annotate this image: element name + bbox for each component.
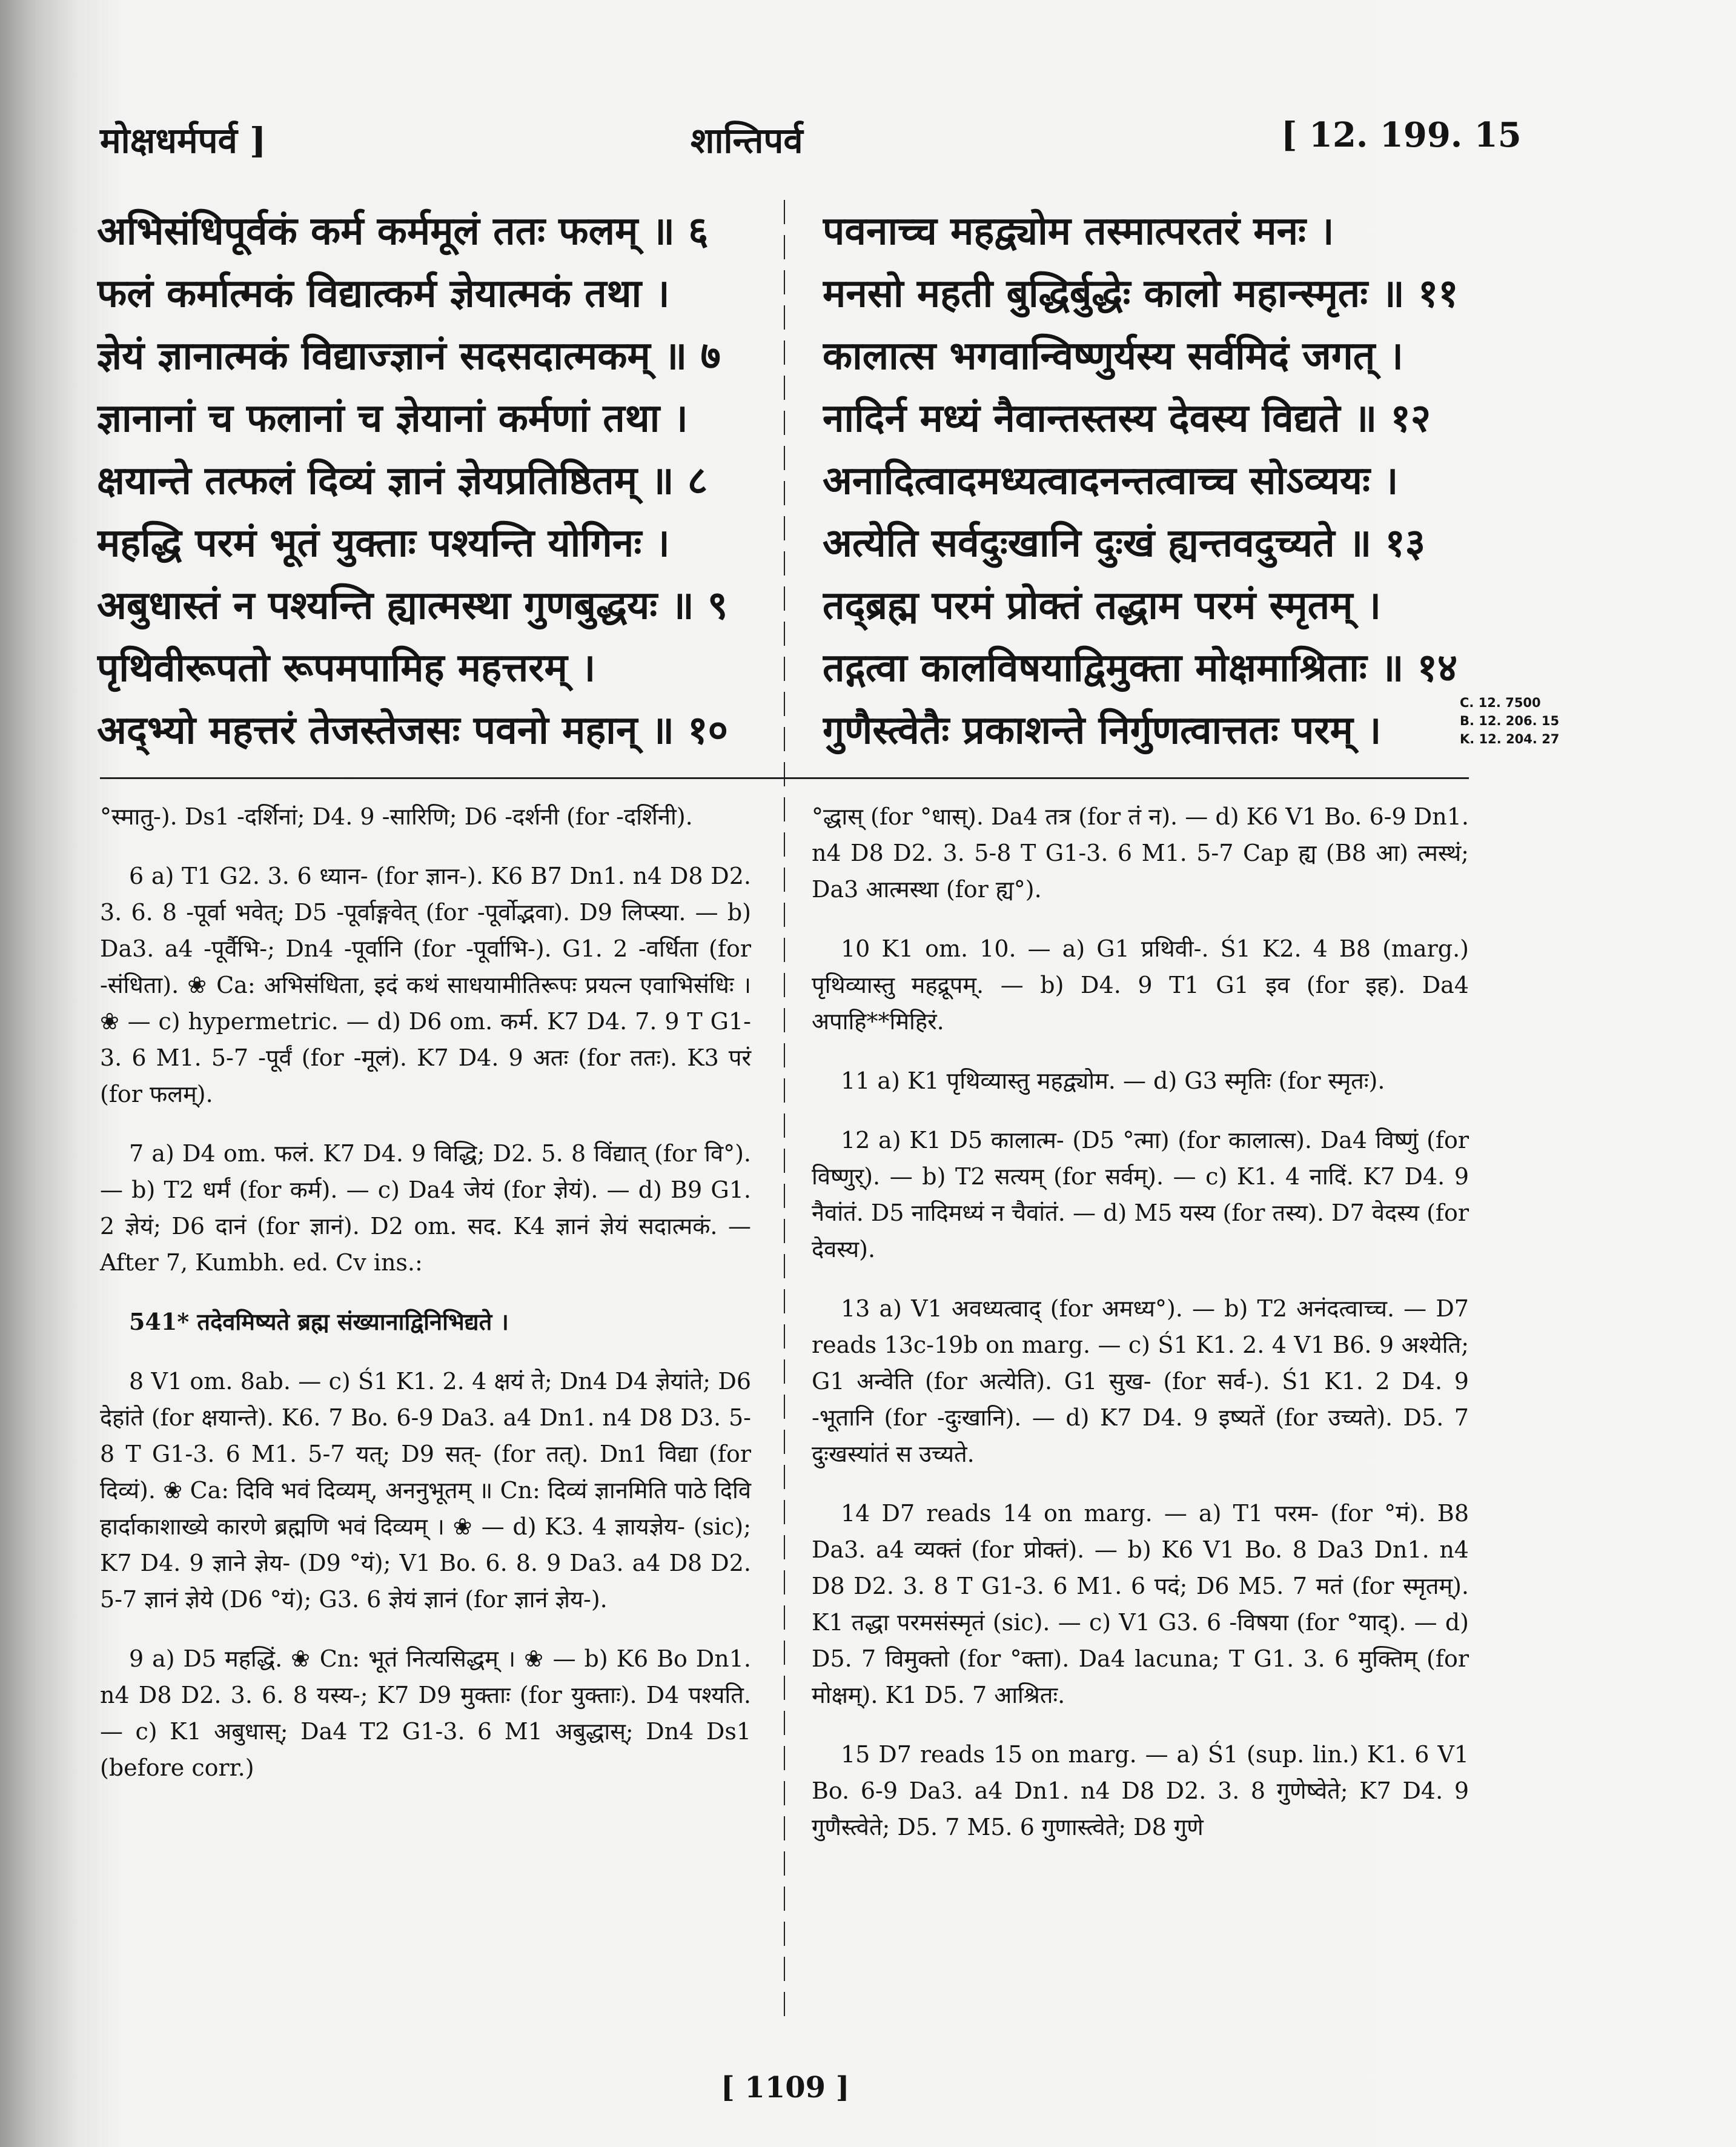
critical-apparatus-right	[812, 798, 1469, 1868]
verse-column-left	[97, 200, 781, 762]
running-head-reference: [ 12. 199. 15	[1281, 115, 1522, 155]
verse-line: तद्ब्रह्म परमं प्रोक्तं तद्धाम परमं स्मृतम् ।	[823, 583, 1381, 628]
apparatus-note: 11 a) K1 पृथिव्यास्तु महद्व्योम. — d) G3 स्मृतिः (for स्मृतः).	[841, 1067, 1385, 1094]
apparatus-note: 13 a) V1 अवध्यत्वाद् (for अमध्य°). — b) T2 अनंदत्वाच्च. — D7 reads 13c-19b on marg. — c) Ś1 K1. 2. 4 V1 B6. 9 अश्येति; G1 अन्वेति (for अत्येति). G1 सुख- (for सर्व-). Ś1 K1. 2 D4. 9 -भूतानि (for -दुःखानि). — d) K7 D4. 9 इष्यतें (for उच्यते). D5. 7 दुःखस्यांतं स उच्यते.	[812, 1295, 1469, 1467]
verse-line: फलं कर्मात्मकं विद्यात्कर्म ज्ञेयात्मकं तथा ।	[97, 271, 670, 316]
verse-column-right	[823, 200, 1465, 762]
concordance-references	[1460, 694, 1559, 748]
running-head-left: मोक्षधर्मपर्व ]	[100, 120, 267, 161]
additional-passage: 541* तदेवमिष्यते ब्रह्म संख्यानाद्विनिभिद्यते ।	[129, 1308, 509, 1335]
verse-line: तद्गत्वा कालविषयाद्विमुक्ता मोक्षमाश्रिताः ॥ १४	[823, 645, 1458, 691]
column-divider	[784, 200, 785, 2023]
verse-line: महद्धि परमं भूतं युक्ताः पश्यन्ति योगिनः ।	[97, 520, 670, 566]
apparatus-rule	[100, 777, 1469, 779]
verse-line: ज्ञानानां च फलानां च ज्ञेयानां कर्मणां तथा ।	[97, 396, 688, 441]
verse-line: गुणैस्त्वेतैः प्रकाशन्ते निर्गुणत्वात्ततः परम् ।	[823, 708, 1382, 753]
apparatus-note: °द्धास् (for °धास्). Da4 तत्र (for तं न). — d) K6 V1 Bo. 6-9 Dn1. n4 D8 D2. 3. 5-8 T G1-3. 6 M1. 5-7 Cap ह्य (B8 आ) त्मस्थं; Da3 आत्मस्था (for ह्य°).	[812, 803, 1469, 903]
apparatus-note: 10 K1 om. 10. — a) G1 प्रथिवी-. Ś1 K2. 4 B8 (marg.) पृथिव्यास्तु महद्रूपम्. — b) D4. 9 T1 G1 इव (for इह). Da4 अपाहि**मिहिरं.	[812, 935, 1469, 1035]
verse-line: कालात्स भगवान्विष्णुर्यस्य सर्वमिदं जगत् ।	[823, 333, 1403, 379]
verse-line: अभिसंधिपूर्वकं कर्म कर्ममूलं ततः फलम् ॥ ६	[97, 208, 709, 254]
page-number: [ 1109 ]	[721, 2071, 850, 2105]
apparatus-note: 7 a) D4 om. फलं. K7 D4. 9 विद्धि; D2. 5. 8 विंद्यात् (for वि°). — b) T2 धर्मं (for कर्म). — c) Da4 जेयं (for ज्ञेयं). — d) B9 G1. 2 ज्ञेयं; D6 दानं (for ज्ञानं). D2 om. सद. K4 ज्ञानं ज्ञेयं सदात्मकं. — After 7, Kumbh. ed. Cv ins.:	[100, 1140, 751, 1276]
verse-line: ज्ञेयं ज्ञानात्मकं विद्याज्ज्ञानं सदसदात्मकम् ॥ ७	[97, 333, 721, 379]
verse-line: मनसो महती बुद्धिर्बुद्धेः कालो महान्स्मृतः ॥ ११	[823, 271, 1459, 316]
verse-line: पवनाच्च महद्व्योम तस्मात्परतरं मनः ।	[823, 208, 1334, 254]
concordance-line: K. 12. 204. 27	[1460, 732, 1560, 746]
apparatus-note: 12 a) K1 D5 कालात्म- (D5 °त्मा) (for कालात्स). Da4 विष्णुं (for विष्णुर्). — b) T2 सत्यम् (for सर्वम्). — c) K1. 4 नादिं. K7 D4. 9 नैवांतं. D5 नादिमध्यं न चैवांतं. — d) M5 यस्य (for तस्य). D7 वेदस्य (for देवस्य).	[812, 1127, 1469, 1263]
critical-apparatus-left	[100, 798, 751, 1809]
verse-line: पृथिवीरूपतो रूपमपामिह महत्तरम् ।	[97, 645, 596, 691]
concordance-line: C. 12. 7500	[1460, 695, 1541, 710]
apparatus-note: 14 D7 reads 14 on marg. — a) T1 परम- (for °मं). B8 Da3. a4 व्यक्तं (for प्रोक्तं). — b) K6 V1 Bo. 8 Da3 Dn1. n4 D8 D2. 3. 8 T G1-3. 6 M1. 6 पदं; D6 M5. 7 मतं (for स्मृतम्). K1 तद्धा परमसंस्मृतं (sic). — c) V1 G3. 6 -विषया (for °याद्). — d) D5. 7 विमुक्तो (for °क्ता). Da4 lacuna; T G1. 3. 6 मुक्तिम् (for मोक्षम्). K1 D5. 7 आश्रितः.	[812, 1500, 1469, 1708]
apparatus-note: 8 V1 om. 8ab. — c) Ś1 K1. 2. 4 क्षयं ते; Dn4 D4 ज्ञेयांते; D6 देहांते (for क्षयान्ते). K6. 7 Bo. 6-9 Da3. a4 Dn1. n4 D8 D3. 5-8 T G1-3. 6 M1. 5-7 यत्; D9 सत्- (for तत्). Dn1 विद्या (for दिव्यं). ❀ Ca: दिवि भवं दिव्यम्, अननुभूतम् ॥ Cn: दिव्यं ज्ञानमिति पाठे दिवि हार्दाकाशाख्ये कारणे ब्रह्मणि भवं दिव्यम् । ❀ — d) K3. 4 ज्ञायज्ञेय- (sic); K7 D4. 9 ज्ञाने ज्ञेय- (D9 °यं); V1 Bo. 6. 8. 9 Da3. a4 D8 D2. 5-7 ज्ञानं ज्ञेये (D6 °यं); G3. 6 ज्ञेयं ज्ञानं (for ज्ञानं ज्ञेय-).	[100, 1368, 751, 1613]
verse-line: अनादित्वादमध्यत्वादनन्तत्वाच्च सोऽव्ययः ।	[823, 458, 1399, 503]
concordance-line: B. 12. 206. 15	[1460, 714, 1560, 728]
verse-line: अत्येति सर्वदुःखानि दुःखं ह्यन्तवदुच्यते ॥ १३	[823, 520, 1426, 566]
verse-line: क्षयान्ते तत्फलं दिव्यं ज्ञानं ज्ञेयप्रतिष्ठितम् ॥ ८	[97, 458, 708, 503]
apparatus-note: 9 a) D5 महद्धिं. ❀ Cn: भूतं नित्यसिद्धम् । ❀ — b) K6 Bo Dn1. n4 D8 D2. 3. 6. 8 यस्य-; K7 D9 मुक्ताः (for युक्ताः). D4 पश्यति. — c) K1 अबुधास्; Da4 T2 G1-3. 6 M1 अबुद्धास्; Dn4 Ds1 (before corr.)	[100, 1645, 751, 1781]
verse-line: अद्भ्यो महत्तरं तेजस्तेजसः पवनो महान् ॥ १०	[97, 708, 728, 753]
running-head-title: शान्तिपर्व	[691, 120, 803, 161]
apparatus-note: 15 D7 reads 15 on marg. — a) Ś1 (sup. lin.) K1. 6 V1 Bo. 6-9 Da3. a4 Dn1. n4 D8 D2. 3. 8 गुणेष्वेते; K7 D4. 9 गुणैस्त्वेते; D5. 7 M5. 6 गुणास्त्वेते; D8 गुणे	[812, 1741, 1469, 1840]
verse-line: नादिर्न मध्यं नैवान्तस्तस्य देवस्य विद्यते ॥ १२	[823, 396, 1431, 441]
verse-line: अबुधास्तं न पश्यन्ति ह्यात्मस्था गुणबुद्धयः ॥ ९	[97, 583, 728, 628]
apparatus-note: 6 a) T1 G2. 3. 6 ध्यान- (for ज्ञान-). K6 B7 Dn1. n4 D8 D2. 3. 6. 8 -पूर्वा भवेत्; D5 -पूर्वाङ्गवेत् (for -पूर्वोद्भवा). D9 लिप्स्या. — b) Da3. a4 -पूर्वैभि-; Dn4 -पूर्वानि (for -पूर्वाभि-). G1. 2 -वर्धिता (for -संधिता). ❀ Ca: अभिसंधिता, इदं कथं साधयामीतिरूपः प्रयत्न एवाभिसंधिः । ❀ — c) hypermetric. — d) D6 om. कर्म. K7 D4. 7. 9 T G1-3. 6 M1. 5-7 -पूर्वं (for -मूलं). K7 D4. 9 अतः (for ततः). K3 परं (for फलम्).	[100, 863, 751, 1107]
apparatus-note: °स्मातु-). Ds1 -दर्शिनां; D4. 9 -सारिणि; D6 -दर्शनी (for -दर्शिनी).	[100, 803, 693, 830]
